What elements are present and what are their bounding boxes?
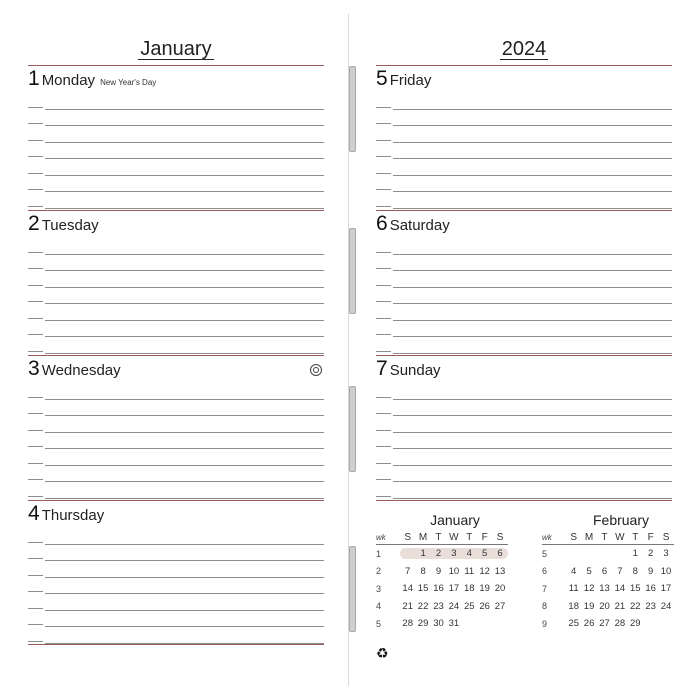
year-header: 2024	[501, 38, 547, 60]
calendar-day[interactable]: 19	[583, 600, 595, 612]
day-number: 1	[28, 67, 40, 90]
day-name: Monday	[41, 72, 96, 89]
day-block-wednesday[interactable]	[28, 355, 324, 500]
writing-line[interactable]	[376, 466, 672, 483]
weekday-label: W	[615, 531, 625, 543]
calendar-day[interactable]: 22	[629, 600, 641, 612]
calendar-day[interactable]	[462, 618, 477, 629]
calendar-day[interactable]: 3	[663, 548, 669, 560]
calendar-day[interactable]: 8	[420, 565, 426, 577]
calendar-day[interactable]: 8	[632, 565, 638, 577]
day-block-thursday[interactable]	[28, 500, 324, 645]
calendar-day[interactable]: 16	[645, 583, 656, 595]
calendar-day[interactable]: 17	[660, 583, 672, 595]
writing-line[interactable]	[28, 337, 324, 354]
section-rule	[28, 355, 324, 356]
calendar-day[interactable]: 13	[494, 565, 506, 577]
calendar-day[interactable]: 30	[433, 618, 444, 630]
week-number-label: wk	[542, 532, 552, 542]
weekday-label: T	[632, 531, 639, 543]
mini-calendar-week-row	[542, 598, 674, 616]
binding-spine	[348, 14, 359, 686]
writing-line[interactable]	[376, 176, 672, 193]
calendar-day[interactable]: 28	[614, 618, 626, 630]
writing-line[interactable]	[376, 159, 672, 176]
weekday-label: T	[466, 531, 473, 543]
day-name: Friday	[389, 72, 432, 89]
mini-calendar-week-row	[376, 598, 508, 616]
writing-line[interactable]	[376, 449, 672, 466]
writing-lines[interactable]	[376, 238, 672, 354]
holiday-label: New Year's Day	[100, 78, 157, 87]
calendar-day[interactable]: 6	[601, 565, 608, 577]
calendar-day[interactable]: 29	[629, 618, 641, 630]
week-days	[400, 566, 508, 577]
writing-line[interactable]	[28, 238, 324, 255]
mini-calendar-week-row	[376, 545, 508, 563]
day-name: Saturday	[389, 217, 450, 234]
calendar-day[interactable]: 5	[586, 565, 592, 577]
calendar-day[interactable]: 12	[479, 565, 490, 577]
mini-calendar-week-row	[376, 563, 508, 581]
calendar-day[interactable]: 21	[614, 600, 626, 612]
week-days	[566, 583, 674, 594]
week-number: 5	[376, 618, 382, 629]
writing-line[interactable]	[376, 110, 672, 127]
recycle-icon: ♻	[376, 645, 389, 661]
weekday-label: M	[418, 531, 428, 543]
calendar-day[interactable]: 26	[479, 600, 490, 612]
week-number: 8	[542, 601, 548, 612]
calendar-day[interactable]	[612, 548, 627, 559]
binder-ring	[349, 66, 356, 152]
writing-lines[interactable]	[28, 383, 324, 499]
day-name: Thursday	[41, 507, 105, 524]
writing-line[interactable]	[28, 449, 324, 466]
calendar-day[interactable]: 26	[583, 618, 595, 630]
week-days	[400, 618, 508, 629]
section-rule	[28, 65, 324, 66]
day-number: 7	[376, 357, 388, 380]
weekday-label: S	[404, 531, 412, 543]
writing-line[interactable]	[376, 192, 672, 209]
writing-line[interactable]	[28, 176, 324, 193]
mini-calendar-week-row	[542, 615, 674, 633]
calendar-day[interactable]: 27	[599, 618, 610, 630]
calendar-day[interactable]: 11	[464, 565, 475, 577]
week-number: 7	[542, 583, 548, 594]
calendar-day[interactable]: 25	[463, 600, 475, 612]
writing-line[interactable]	[28, 594, 324, 611]
calendar-day[interactable]: 1	[632, 548, 638, 560]
week-number: 3	[376, 583, 382, 594]
writing-line[interactable]	[28, 545, 324, 562]
weekday-label: M	[584, 531, 594, 543]
calendar-day[interactable]	[400, 548, 415, 559]
writing-line[interactable]	[28, 482, 324, 499]
week-number: 1	[376, 548, 382, 559]
week-days	[400, 583, 508, 594]
day-title	[28, 67, 156, 91]
calendar-day[interactable]: 5	[482, 548, 488, 560]
writing-line[interactable]	[376, 93, 672, 110]
day-title	[28, 357, 121, 381]
mini-calendar-february	[542, 512, 674, 633]
calendar-day[interactable]: 18	[463, 583, 475, 595]
day-title	[28, 212, 99, 236]
month-header: January	[140, 38, 212, 60]
writing-line[interactable]	[28, 93, 324, 110]
week-number: 9	[542, 618, 548, 629]
mini-calendar-title: January	[430, 512, 480, 528]
writing-line[interactable]	[376, 143, 672, 160]
mini-calendar-title: February	[592, 512, 650, 528]
day-block-monday[interactable]	[28, 65, 324, 210]
weekday-label: W	[449, 531, 459, 543]
writing-line[interactable]	[28, 383, 324, 400]
weekday-label: T	[435, 531, 442, 543]
writing-line[interactable]	[28, 192, 324, 209]
calendar-day[interactable]: 4	[466, 548, 472, 560]
week-days	[566, 566, 674, 577]
calendar-day[interactable]: 10	[448, 565, 460, 577]
left-page	[28, 0, 324, 700]
section-rule	[28, 644, 324, 645]
writing-line[interactable]	[28, 143, 324, 160]
writing-line[interactable]	[28, 466, 324, 483]
calendar-day[interactable]: 14	[614, 583, 626, 595]
binder-ring	[349, 386, 356, 472]
calendar-day[interactable]: 6	[497, 548, 503, 560]
writing-lines[interactable]	[28, 93, 324, 209]
writing-line[interactable]	[376, 304, 672, 321]
writing-line[interactable]	[376, 482, 672, 499]
calendar-day[interactable]: 27	[494, 600, 506, 612]
calendar-day[interactable]: 12	[583, 583, 595, 595]
day-title	[376, 67, 431, 91]
week-number-label: wk	[376, 532, 386, 542]
mini-calendar-week-row	[376, 615, 508, 633]
calendar-day[interactable]: 10	[660, 565, 672, 577]
calendar-day[interactable]	[477, 618, 492, 629]
writing-line[interactable]	[28, 321, 324, 338]
writing-line[interactable]	[28, 288, 324, 305]
section-rule	[376, 355, 672, 356]
calendar-day[interactable]: 19	[479, 583, 490, 595]
mini-calendar-week-row	[542, 580, 674, 598]
week-number: 4	[376, 601, 382, 612]
calendar-day[interactable]: 29	[417, 618, 429, 630]
calendar-day[interactable]: 21	[402, 600, 413, 612]
calendar-day[interactable]: 2	[435, 548, 442, 560]
week-days	[566, 618, 674, 629]
writing-line[interactable]	[376, 288, 672, 305]
day-title	[376, 357, 441, 381]
weekday-label: F	[647, 531, 654, 543]
writing-line[interactable]	[376, 433, 672, 450]
calendar-day[interactable]	[581, 548, 596, 559]
calendar-day[interactable]: 9	[435, 565, 442, 577]
writing-line[interactable]	[28, 110, 324, 127]
writing-lines[interactable]	[376, 93, 672, 209]
weekday-label: S	[662, 531, 670, 543]
section-rule	[376, 210, 672, 211]
mini-calendar-weekday-header	[376, 530, 508, 545]
calendar-day[interactable]: 1	[420, 548, 426, 560]
calendar-day[interactable]: 22	[417, 600, 429, 612]
day-number: 3	[28, 357, 40, 380]
day-block-sunday[interactable]	[376, 355, 672, 500]
day-number: 2	[28, 212, 40, 235]
writing-line[interactable]	[376, 321, 672, 338]
calendar-day[interactable]: 7	[405, 565, 411, 577]
full-moon-icon	[310, 364, 322, 376]
writing-line[interactable]	[28, 416, 324, 433]
writing-line[interactable]	[376, 337, 672, 354]
calendar-day[interactable]: 23	[645, 600, 656, 612]
writing-line[interactable]	[28, 271, 324, 288]
writing-line[interactable]	[28, 433, 324, 450]
section-rule	[28, 500, 324, 501]
writing-line[interactable]	[28, 400, 324, 417]
writing-line[interactable]	[376, 383, 672, 400]
section-rule	[376, 65, 672, 66]
week-number: 2	[376, 566, 382, 577]
writing-line[interactable]	[376, 271, 672, 288]
day-number: 4	[28, 502, 40, 525]
weekday-label: S	[496, 531, 504, 543]
writing-line[interactable]	[28, 528, 324, 545]
section-rule	[376, 500, 672, 501]
calendar-day[interactable]: 20	[599, 600, 610, 612]
writing-line[interactable]	[376, 238, 672, 255]
day-title	[376, 212, 450, 236]
writing-lines[interactable]	[376, 383, 672, 499]
calendar-day[interactable]: 3	[451, 548, 457, 560]
writing-line[interactable]	[28, 126, 324, 143]
calendar-day[interactable]: 23	[433, 600, 444, 612]
writing-line[interactable]	[28, 611, 324, 628]
day-block-tuesday[interactable]	[28, 210, 324, 355]
calendar-day[interactable]: 18	[568, 600, 579, 612]
day-name: Sunday	[389, 362, 441, 379]
writing-line[interactable]	[376, 255, 672, 272]
weekday-label: T	[601, 531, 608, 543]
calendar-day[interactable]: 25	[568, 618, 579, 630]
weekday-label: S	[570, 531, 578, 543]
writing-lines[interactable]	[28, 238, 324, 354]
day-title	[28, 502, 104, 526]
writing-line[interactable]	[28, 561, 324, 578]
week-days	[566, 601, 674, 612]
calendar-day[interactable]	[643, 618, 658, 629]
calendar-day[interactable]: 15	[629, 583, 641, 595]
calendar-day[interactable]: 4	[571, 565, 577, 577]
mini-calendar-week-row	[542, 545, 674, 563]
calendar-day[interactable]: 11	[568, 583, 579, 595]
calendar-day[interactable]: 31	[448, 618, 460, 630]
binder-ring	[349, 546, 356, 632]
mini-calendar-january	[376, 512, 508, 633]
section-rule	[28, 210, 324, 211]
day-block-saturday[interactable]	[376, 210, 672, 355]
calendar-day[interactable]: 28	[402, 618, 413, 630]
calendar-day[interactable]: 2	[648, 548, 654, 560]
week-number: 5	[542, 548, 548, 559]
day-name: Tuesday	[41, 217, 99, 234]
calendar-day[interactable]	[566, 548, 581, 559]
week-days	[400, 548, 508, 559]
writing-line[interactable]	[28, 304, 324, 321]
calendar-day[interactable]: 9	[648, 565, 654, 577]
writing-line[interactable]	[28, 627, 324, 644]
calendar-day[interactable]: 24	[448, 600, 460, 612]
mini-calendar-weekday-header	[542, 530, 674, 545]
calendar-day[interactable]	[658, 618, 673, 629]
week-days	[400, 601, 508, 612]
calendar-day[interactable]: 24	[660, 600, 672, 612]
day-number: 5	[376, 67, 388, 90]
writing-line[interactable]	[28, 578, 324, 595]
day-number: 6	[376, 212, 388, 235]
day-block-friday[interactable]	[376, 65, 672, 210]
writing-lines[interactable]	[28, 528, 324, 644]
mini-calendar-week-row	[376, 580, 508, 598]
calendar-day[interactable]	[492, 618, 507, 629]
binder-ring	[349, 228, 356, 314]
calendar-day[interactable]: 15	[417, 583, 429, 595]
calendar-day[interactable]	[597, 548, 612, 559]
writing-line[interactable]	[376, 416, 672, 433]
week-days	[566, 548, 674, 559]
writing-line[interactable]	[28, 159, 324, 176]
calendar-day[interactable]: 17	[448, 583, 460, 595]
calendar-day[interactable]: 14	[402, 583, 413, 595]
calendar-day[interactable]: 20	[494, 583, 506, 595]
mini-calendar-week-row	[542, 563, 674, 581]
writing-line[interactable]	[376, 400, 672, 417]
calendar-day[interactable]: 16	[433, 583, 444, 595]
writing-line[interactable]	[28, 255, 324, 272]
day-name: Wednesday	[41, 362, 121, 379]
calendar-day[interactable]: 7	[617, 565, 623, 577]
writing-line[interactable]	[376, 126, 672, 143]
calendar-day[interactable]: 13	[599, 583, 610, 595]
weekday-label: F	[481, 531, 488, 543]
week-number: 6	[542, 566, 548, 577]
